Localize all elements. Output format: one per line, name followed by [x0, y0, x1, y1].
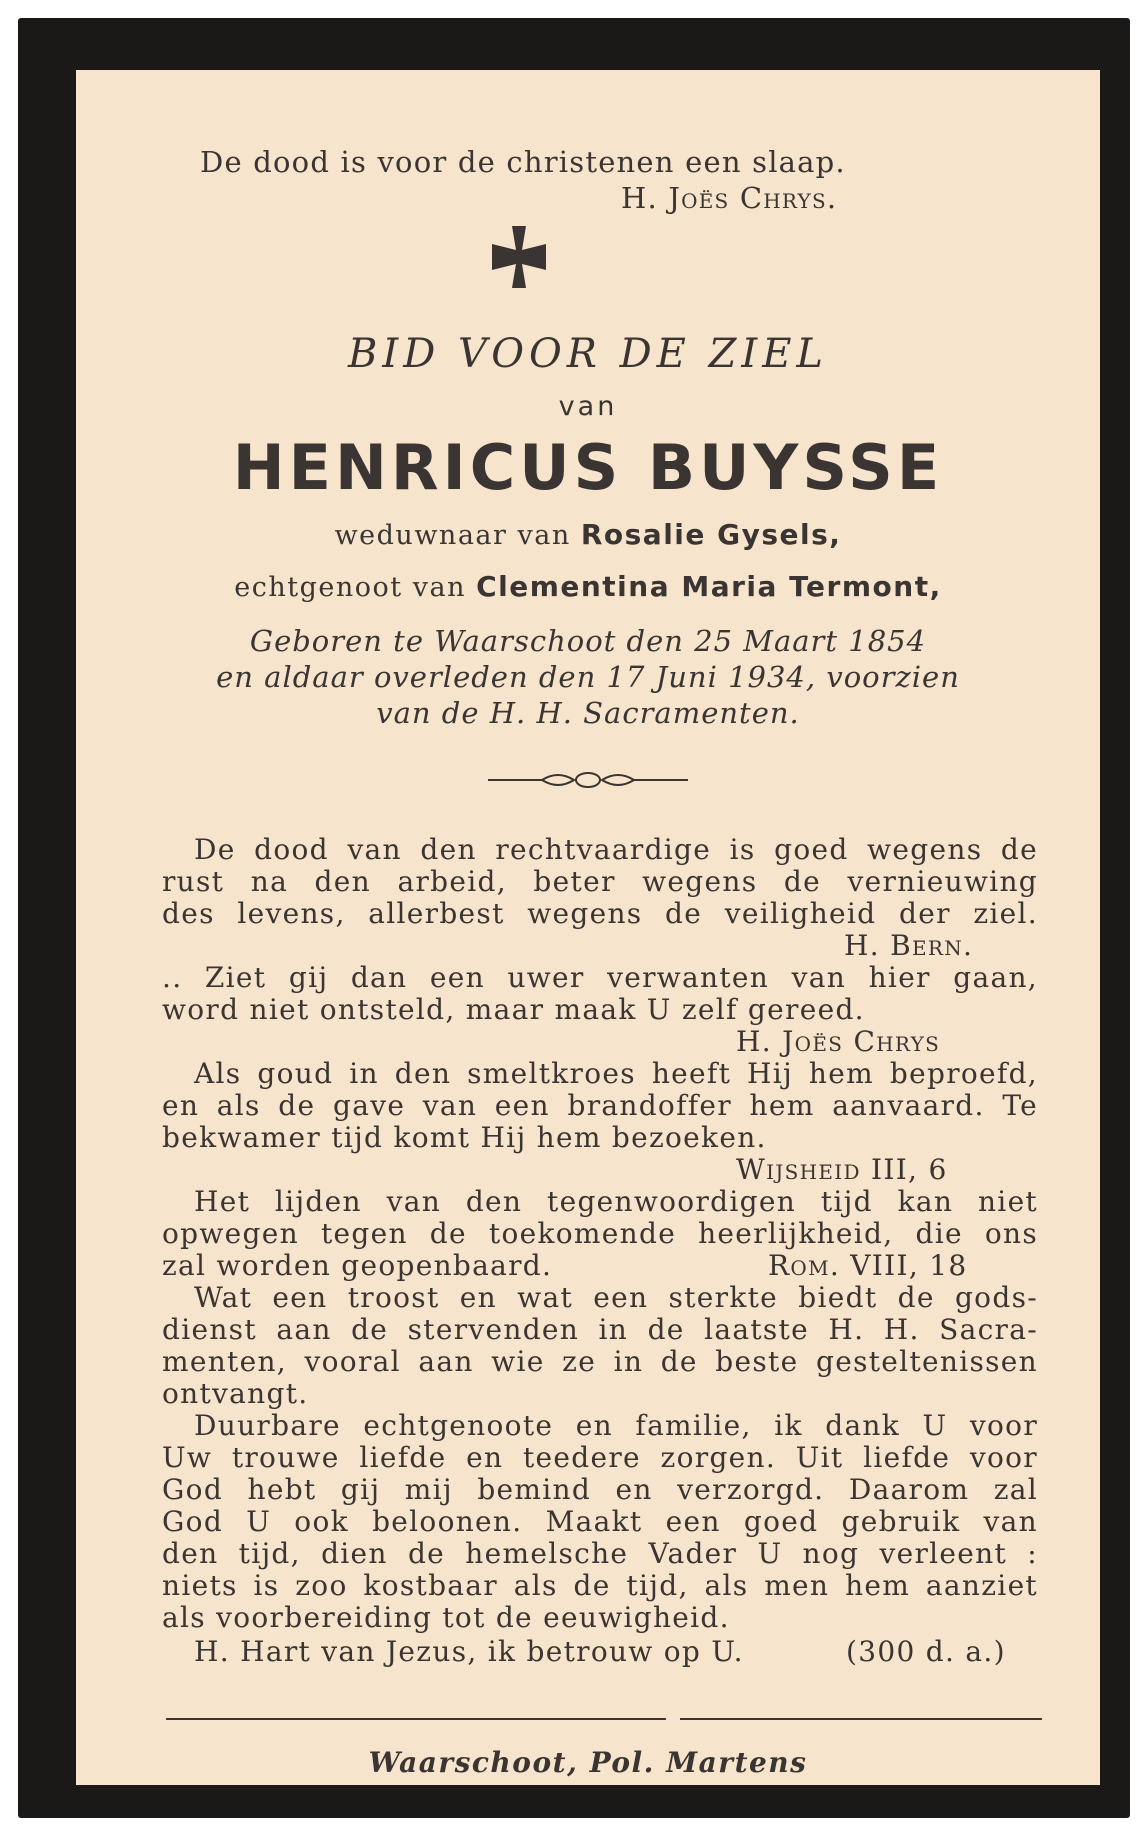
- body-line: Duurbare echtgenoote en familie, ik dank U voor: [194, 1409, 1038, 1442]
- epigraph-quote: De dood is voor de christenen een slaap.: [200, 145, 846, 179]
- body-line: De dood van den rechtvaardige is goed wegens de: [194, 833, 1038, 866]
- memorial-card: [18, 18, 1130, 1818]
- body-line: opwegen tegen de toekomende heerlijkheid, die ons: [162, 1217, 1038, 1250]
- deceased-name: HENRICUS BUYSSE: [232, 431, 944, 504]
- body-line: Wat een troost en wat een sterkte biedt de gods-: [194, 1281, 1038, 1314]
- body-line: dienst aan de stervenden in de laatste H. H. Sacra-: [162, 1313, 1038, 1346]
- body-line: .. Ziet gij dan een uwer verwanten van hier gaan,: [162, 961, 1038, 994]
- birth-line: Geboren te Waarschoot den 25 Maart 1854: [249, 624, 927, 658]
- body-line: Uw trouwe liefde en teedere zorgen. Uit liefde voor: [162, 1441, 1038, 1474]
- body-line: Als goud in den smeltkroes heeft Hij hem beproefd,: [194, 1057, 1038, 1090]
- body-line: ontvangt.: [162, 1377, 309, 1410]
- footer-rule-right: [680, 1718, 1042, 1720]
- card-paper: [76, 70, 1100, 1785]
- footer-rule-left: [166, 1718, 666, 1720]
- citation-bern: H. Bern.: [844, 929, 974, 962]
- citation-chrys: H. Joës Chrys: [736, 1025, 941, 1058]
- widower-line: [76, 518, 1100, 553]
- printer-credit: Waarschoot, Pol. Martens: [368, 1746, 808, 1779]
- indulgence-note: (300 d. a.): [846, 1635, 1006, 1668]
- ejaculation-prayer: H. Hart van Jezus, ik betrouw op U.: [194, 1635, 744, 1668]
- body-line: Het lijden van den tegenwoordigen tijd kan niet: [194, 1185, 1038, 1218]
- spouse-prefix: echtgenoot van: [234, 572, 466, 603]
- ornament-divider: [488, 768, 688, 792]
- body-line: en als de gave van een brandoffer hem aanvaard. Te: [162, 1089, 1038, 1122]
- body-line: zal worden geopenbaard.: [162, 1249, 553, 1282]
- body-line: God U ook beloonen. Maakt een goed gebruik van: [162, 1505, 1038, 1538]
- spouse-line: [76, 570, 1100, 605]
- sacraments-line: van de H. H. Sacramenten.: [376, 696, 800, 730]
- spouse-name: Clementina Maria Termont,: [476, 570, 942, 603]
- body-line: word niet ontsteld, maar maak U zelf gereed.: [162, 993, 865, 1026]
- citation-wijsheid: Wijsheid III, 6: [736, 1153, 948, 1186]
- body-line: des levens, allerbest wegens de veiligheid der ziel.: [162, 897, 1038, 930]
- body-line: als voorbereiding tot de eeuwigheid.: [162, 1601, 730, 1634]
- death-line: en aldaar overleden den 17 Juni 1934, voorzien: [216, 660, 960, 694]
- body-line: bekwamer tijd komt Hij hem bezoeken.: [162, 1121, 767, 1154]
- body-line: menten, vooral aan wie ze in de beste gesteltenissen: [162, 1345, 1038, 1378]
- body-line: den tijd, dien de hemelsche Vader U nog verleent :: [162, 1537, 1038, 1570]
- epigraph-source: H. Joës Chrys.: [621, 181, 838, 215]
- body-line: niets is zoo kostbaar als de tijd, als men hem aanziet: [162, 1569, 1038, 1602]
- citation-rom: Rom. VIII, 18: [768, 1249, 968, 1282]
- widower-prefix: weduwnaar van: [334, 520, 571, 551]
- body-line: God hebt gij mij bemind en verzorgd. Daarom zal: [162, 1473, 1038, 1506]
- van-label: van: [558, 391, 618, 422]
- cross-pattee-icon: [486, 222, 552, 292]
- body-line: rust na den arbeid, beter wegens de vernieuwing: [162, 865, 1038, 898]
- widower-name: Rosalie Gysels,: [580, 518, 842, 551]
- prayer-heading: BID VOOR DE ZIEL: [348, 331, 828, 377]
